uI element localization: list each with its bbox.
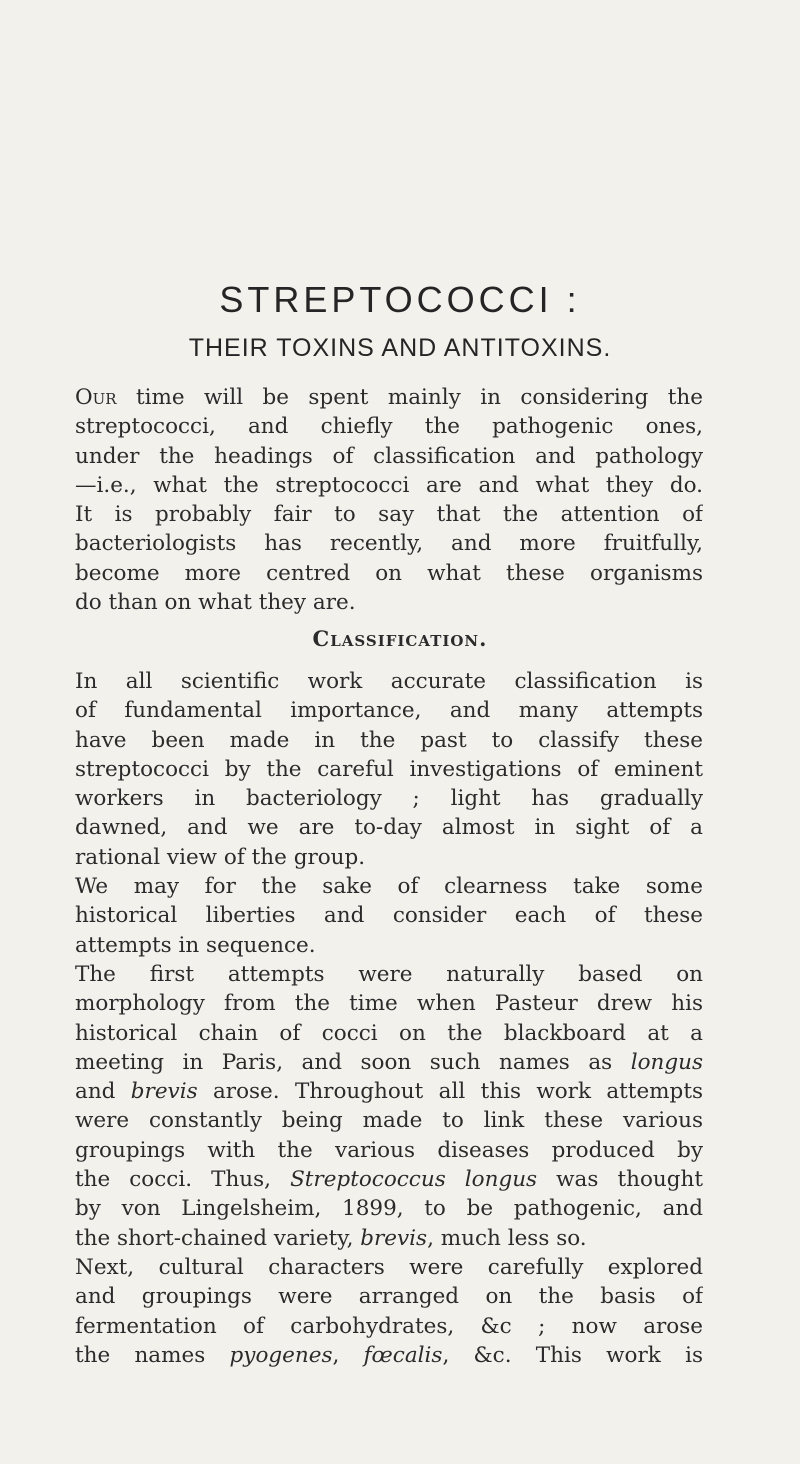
paragraph-line: morphology from the time when Pasteur drew his — [75, 991, 703, 1017]
italic-term: fœcalis — [363, 1342, 443, 1368]
page-subtitle: THEIR TOXINS AND ANTITOXINS. — [188, 334, 612, 362]
paragraph-line: In all scientific work accurate classification is — [75, 669, 703, 694]
paragraph-line: and brevis arose. Throughout all this work attempts — [75, 1079, 703, 1105]
paragraph-line: rational view of the group. — [75, 844, 366, 870]
paragraph-line: The first attempts were naturally based on — [75, 961, 703, 987]
paragraph-line: groupings with the various diseases produced by — [75, 1137, 703, 1163]
paragraph-line: dawned, and we are to-day almost in sight of a — [75, 815, 703, 841]
section-heading: Classification. — [312, 626, 488, 651]
paragraph-line: and groupings were arranged on the basis of — [75, 1284, 703, 1310]
italic-term: pyogenes — [229, 1342, 333, 1368]
italic-term: longus — [630, 1049, 703, 1075]
paragraph-line: workers in bacteriology ; light has gradually — [75, 786, 703, 812]
paragraph-classification-1 — [75, 667, 703, 1370]
paragraph-line: the names pyogenes, fœcalis, &c. This work is — [75, 1342, 703, 1368]
paragraph-line: were constantly being made to link these various — [75, 1108, 703, 1134]
paragraph-line: have been made in the past to classify these — [75, 727, 703, 753]
italic-term: brevis — [360, 1225, 428, 1251]
italic-term: brevis — [130, 1079, 198, 1105]
paragraph-line: the short-chained variety, brevis, much less so. — [75, 1225, 587, 1251]
intro-lead-word: Our — [75, 385, 117, 410]
intro-paragraph — [75, 383, 703, 617]
intro-line: bacteriologists has recently, and more fruitfully, — [75, 531, 703, 557]
intro-line: become more centred on what these organisms — [75, 560, 703, 586]
paragraph-line: We may for the sake of clearness take some — [75, 874, 703, 900]
intro-line: It is probably fair to say that the attention of — [75, 502, 703, 528]
intro-line: streptococci, and chiefly the pathogenic ones, — [75, 414, 703, 440]
paragraph-line: by von Lingelsheim, 1899, to be pathogenic, and — [75, 1196, 703, 1222]
page-title: STREPTOCOCCI : — [219, 279, 581, 320]
intro-line: under the headings of classification and pathology — [75, 443, 703, 469]
intro-line: —i.e., what the streptococci are and what they do. — [75, 472, 703, 498]
paragraph-line: the cocci. Thus, Streptococcus longus was thought — [75, 1167, 703, 1193]
paragraph-line: streptococci by the careful investigations of eminent — [75, 756, 703, 782]
paragraph-line: Next, cultural characters were carefully explored — [75, 1254, 703, 1280]
paragraph-line: historical liberties and consider each of these — [75, 903, 703, 929]
intro-line: do than on what they are. — [75, 590, 356, 616]
italic-term: Streptococcus longus — [290, 1167, 538, 1193]
paragraph-line: attempts in sequence. — [75, 932, 316, 958]
paragraph-line: fermentation of carbohydrates, &c ; now arose — [75, 1313, 703, 1339]
paragraph-line: historical chain of cocci on the blackboard at a — [75, 1020, 703, 1046]
paragraph-line: of fundamental importance, and many attempts — [75, 698, 703, 724]
intro-line: time will be spent mainly in considering the — [116, 385, 703, 410]
paragraph-line: meeting in Paris, and soon such names as longus — [75, 1049, 703, 1075]
